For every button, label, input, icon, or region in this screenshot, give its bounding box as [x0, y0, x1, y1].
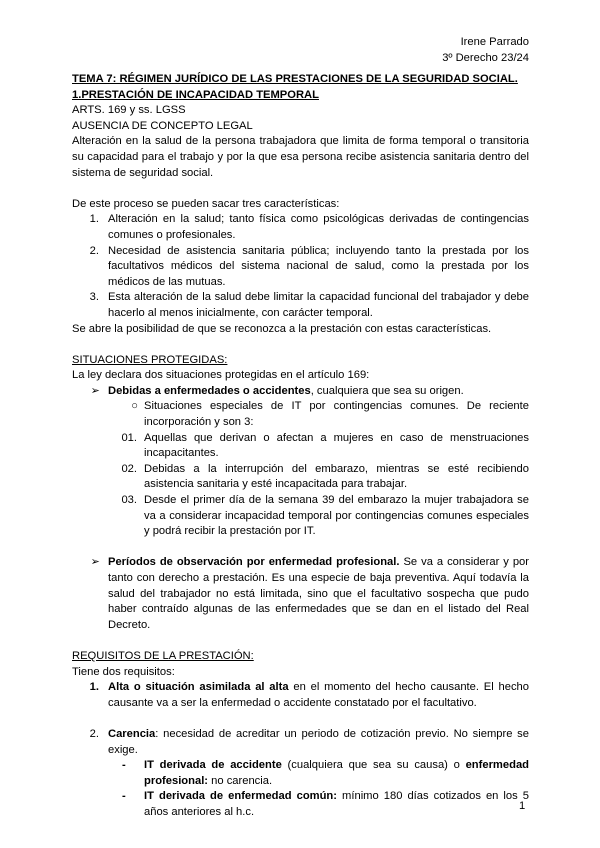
characteristics-intro: De este proceso se pueden sacar tres características: [72, 197, 340, 210]
list-marker: 2. [89, 244, 99, 257]
list-item-text: Alteración en la salud; tanto física como psicológicas derivadas de contingencias comunes o profesionales. [108, 213, 529, 241]
section-heading-situaciones: SITUACIONES PROTEGIDAS: [72, 353, 228, 366]
closing-paragraph: Se abre la posibilidad de que se reconozca a la prestación con estas características. [72, 322, 492, 335]
list-item-bold: IT derivada de enfermedad común: [144, 790, 337, 803]
document-body [72, 72, 529, 821]
list-item-text: Desde el primer día de la semana 39 del embarazo la mujer trabajadora se va a considerar incapacidad temporal por contingencias comunes especiales y podrá recibir la prestación por IT. [144, 494, 529, 538]
list-item [72, 727, 529, 758]
list-marker: 3. [89, 291, 99, 304]
list-item [72, 244, 529, 291]
page-number: 1 [519, 800, 526, 812]
list-item [72, 758, 529, 789]
list-item-bold: Carencia [108, 727, 156, 740]
document-title: TEMA 7: RÉGIMEN JURÍDICO DE LAS PRESTACIONES DE LA SEGURIDAD SOCIAL. [72, 73, 518, 85]
list-item-bold: enfermedad profesional: [144, 759, 529, 787]
list-item-bold: Alta o situación asimilada al alta [108, 681, 289, 694]
subheading: AUSENCIA DE CONCEPTO LEGAL [72, 119, 253, 132]
list-item [72, 680, 529, 711]
header-course: 3º Derecho 23/24 [442, 52, 529, 64]
list-item [72, 462, 529, 493]
list-item-text: (cualquiera que sea su causa) o [281, 759, 466, 772]
list-item-text: en el momento del hecho causante. El hecho causante va a ser la enfermedad o accidente constatado por el facultativo. [108, 681, 529, 709]
definition-paragraph: Alteración en la salud de la persona trabajadora que limita de forma temporal o transitoria su capacidad para el trabajo y por la que esa persona recibe asistencia sanitaria dentro del sistema de seguridad social. [72, 135, 529, 179]
list-item-text: Situaciones especiales de IT por contingencias comunes. De reciente incorporación y son 3: [144, 400, 529, 429]
list-marker: 1. [89, 213, 99, 226]
list-marker: 01. [121, 431, 137, 444]
list-item-text: Se va a considerar y por tanto con derecho a prestación. Es una especie de baja preventiva. Aquí todavía la salud del trabajador no está limitada, sino que el facultativo sospecha que pudo haber contraído algunas de las enfermedades que se dan en el listado del Real Decreto. [108, 556, 529, 631]
list-marker: 03. [121, 494, 137, 507]
list-item-bold: Períodos de observación por enfermedad profesional. [108, 556, 400, 569]
legal-reference: ARTS. 169 y ss. LGSS [72, 104, 186, 117]
circle-bullet-icon: ○ [131, 400, 138, 413]
list-item [72, 431, 529, 462]
header-author: Irene Parrado [460, 36, 529, 48]
list-item [72, 290, 529, 321]
arrow-bullet-icon: ➢ [90, 556, 100, 569]
list-item-bold: Debidas a enfermedades o accidentes [108, 384, 311, 397]
list-item [72, 384, 529, 400]
list-item-text: , cualquiera que sea su origen. [310, 384, 464, 397]
list-item [72, 555, 529, 633]
dash-bullet-icon: - [122, 759, 126, 772]
list-item [72, 493, 529, 540]
list-item-text: : necesidad de acreditar un periodo de cotización previo. No siempre se exige. [108, 727, 529, 756]
section-heading-requisitos: REQUISITOS DE LA PRESTACIÓN: [72, 649, 254, 662]
list-item [72, 399, 529, 430]
list-marker: 02. [121, 462, 137, 475]
list-item-text: Aquellas que derivan o afectan a mujeres en caso de menstruaciones incapacitantes. [144, 431, 529, 460]
list-marker: 2. [89, 727, 99, 740]
list-item [72, 789, 529, 820]
arrow-bullet-icon: ➢ [90, 384, 100, 397]
list-item [72, 212, 529, 243]
situaciones-intro: La ley declara dos situaciones protegidas en el artículo 169: [72, 369, 370, 382]
list-item-bold: IT derivada de accidente [144, 759, 282, 772]
list-item-text: Esta alteración de la salud debe limitar la capacidad funcional del trabajador y debe hacerlo al menos inicialmente, con carácter temporal. [108, 291, 529, 319]
list-item-text: mínimo 180 días cotizados en los 5 años anteriores al h.c. [144, 790, 529, 818]
section-heading: 1.PRESTACIÓN DE INCAPACIDAD TEMPORAL [72, 88, 319, 101]
list-item-text: Debidas a la interrupción del embarazo, mientras se esté recibiendo asistencia sanitaria y esté incapacitada para trabajar. [144, 462, 529, 491]
list-item-text: Necesidad de asistencia sanitaria pública; incluyendo tanto la prestada por los facultativos médicos del sistema nacional de salud, como la prestada por los médicos de las mutuas. [108, 244, 529, 288]
dash-bullet-icon: - [122, 790, 126, 803]
list-item-text: no carencia. [208, 774, 273, 787]
list-marker: 1. [89, 681, 99, 694]
requisitos-intro: Tiene dos requisitos: [72, 665, 175, 678]
